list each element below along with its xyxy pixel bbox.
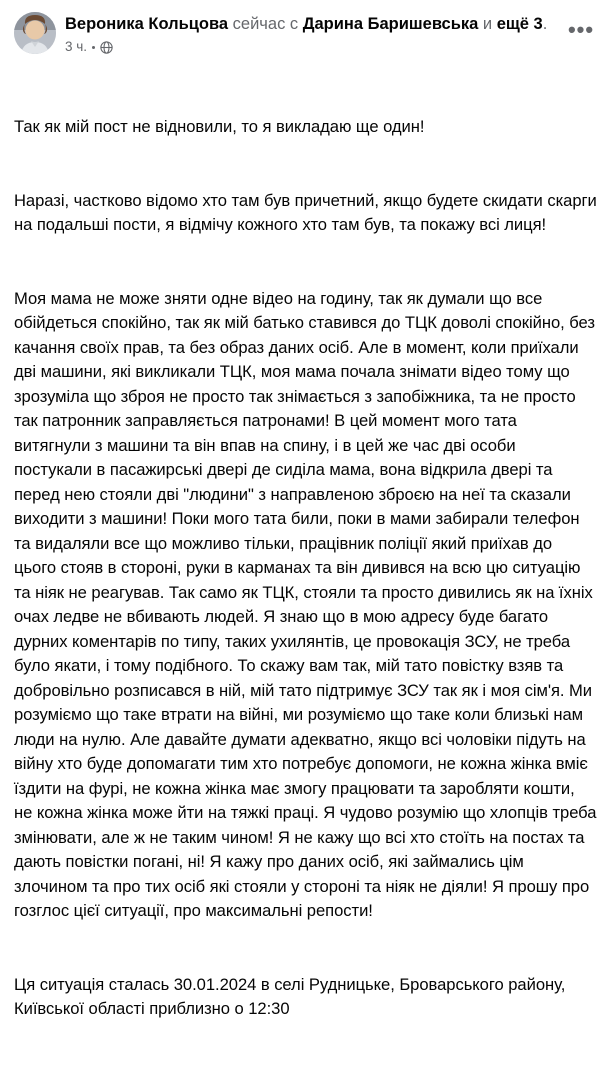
with-text: сейчас с <box>228 15 303 33</box>
more-tagged-link[interactable]: ещё 3 <box>496 15 543 33</box>
post-paragraph: Ця ситуація сталась 30.01.2024 в селі Рудницьке, Броварського району, Київської області приблизно о 12:30 <box>14 974 570 1018</box>
ellipsis-icon[interactable] <box>565 14 597 46</box>
meta-separator-dot <box>92 46 95 49</box>
post-byline <box>65 13 556 35</box>
avatar[interactable] <box>14 12 56 54</box>
post-paragraph: Так як мій пост не відновили, то я викладаю ще один! <box>14 117 425 136</box>
globe-icon[interactable] <box>100 41 113 54</box>
post-paragraph: Моя мама не може зняти одне відео на годину, так як думали що все обійдеться спокійно, так як мій батько ставився до ТЦК доволі спокійно, без качання своїх прав, та без образ даних осіб. Але в момент, коли приїхали дві машини, які викликали ТЦК, моя мама почала знімати відео тому що зрозуміла що зброя не просто так знімається з запобіжника, та не просто так патронник заправляється патронами! В цей момент мого тата витягнули з машини та він впав на спину, і в цей же час дві особи постукали в пасажирські двері де сиділа мама, вона відкрила двері та перед нею стояли дві "людини" з направленою зброєю на неї та сказали виходити з машини! Поки мого тата били, поки в мами забирали телефон та видаляли все що можливо тільки, працівник поліції який приїхав до цього стояв в стороні, руки в карманах та він дивився на всю цю ситуацію та ніяк не реагував. Так само як ТЦК, стояли та просто дивились як на їхніх очах ледве не вбивають людей. Я знаю що в мою адресу буде багато дурних коментарів по типу, таких ухилянтів, це провокація ЗСУ, не треба було якати, і тому подібного. То скажу вам так, мій тато повістку взяв та добровільно розписався в ній, мій тато підтримує ЗСУ так як і моя сім'я. Ми розуміємо що таке втрати на війні, ми розуміємо що таке коли близькі нам люди на нулю. Але давайте думати адекватно, якщо всі чоловіки підуть на війну хто буде допомагати тим хто потребує допомоги, не кожна жінка вміє їздити на фурі, не кожна жінка має змогу працювати та заробляти кошти, не кожна жінка може йти на тяжкі праці. Я чудово розумію що хлопців треба змінювати, але ж не таким чином! Я не кажу що всі хто стоїть на постах та дають повістки погані, ні! Я кажу про даних осіб, які займались цім злочином та про тих осіб які стояли у стороні та ніяк не діяли! Я прошу про гозглос цієї ситуації, про максимальні репости! <box>14 288 602 920</box>
post-header <box>14 12 597 55</box>
post-timestamp[interactable]: 3 ч. <box>65 39 88 54</box>
ellipsis-glyph: ••• <box>567 17 595 42</box>
post-paragraph: Наразі, частково відомо хто там був причетний, якщо будете скидати скарги на подальші пости, я відмічу кожного хто там був, та покажу всі лиця! <box>14 190 602 234</box>
author-name[interactable]: Вероника Кольцова <box>65 15 229 33</box>
post-meta <box>65 39 556 55</box>
post-body <box>14 66 602 1071</box>
and-text: и <box>478 15 497 33</box>
tagged-person[interactable]: Дарина Баришевська <box>302 15 479 33</box>
post-header-text <box>65 12 556 55</box>
byline-period: . <box>542 15 548 33</box>
